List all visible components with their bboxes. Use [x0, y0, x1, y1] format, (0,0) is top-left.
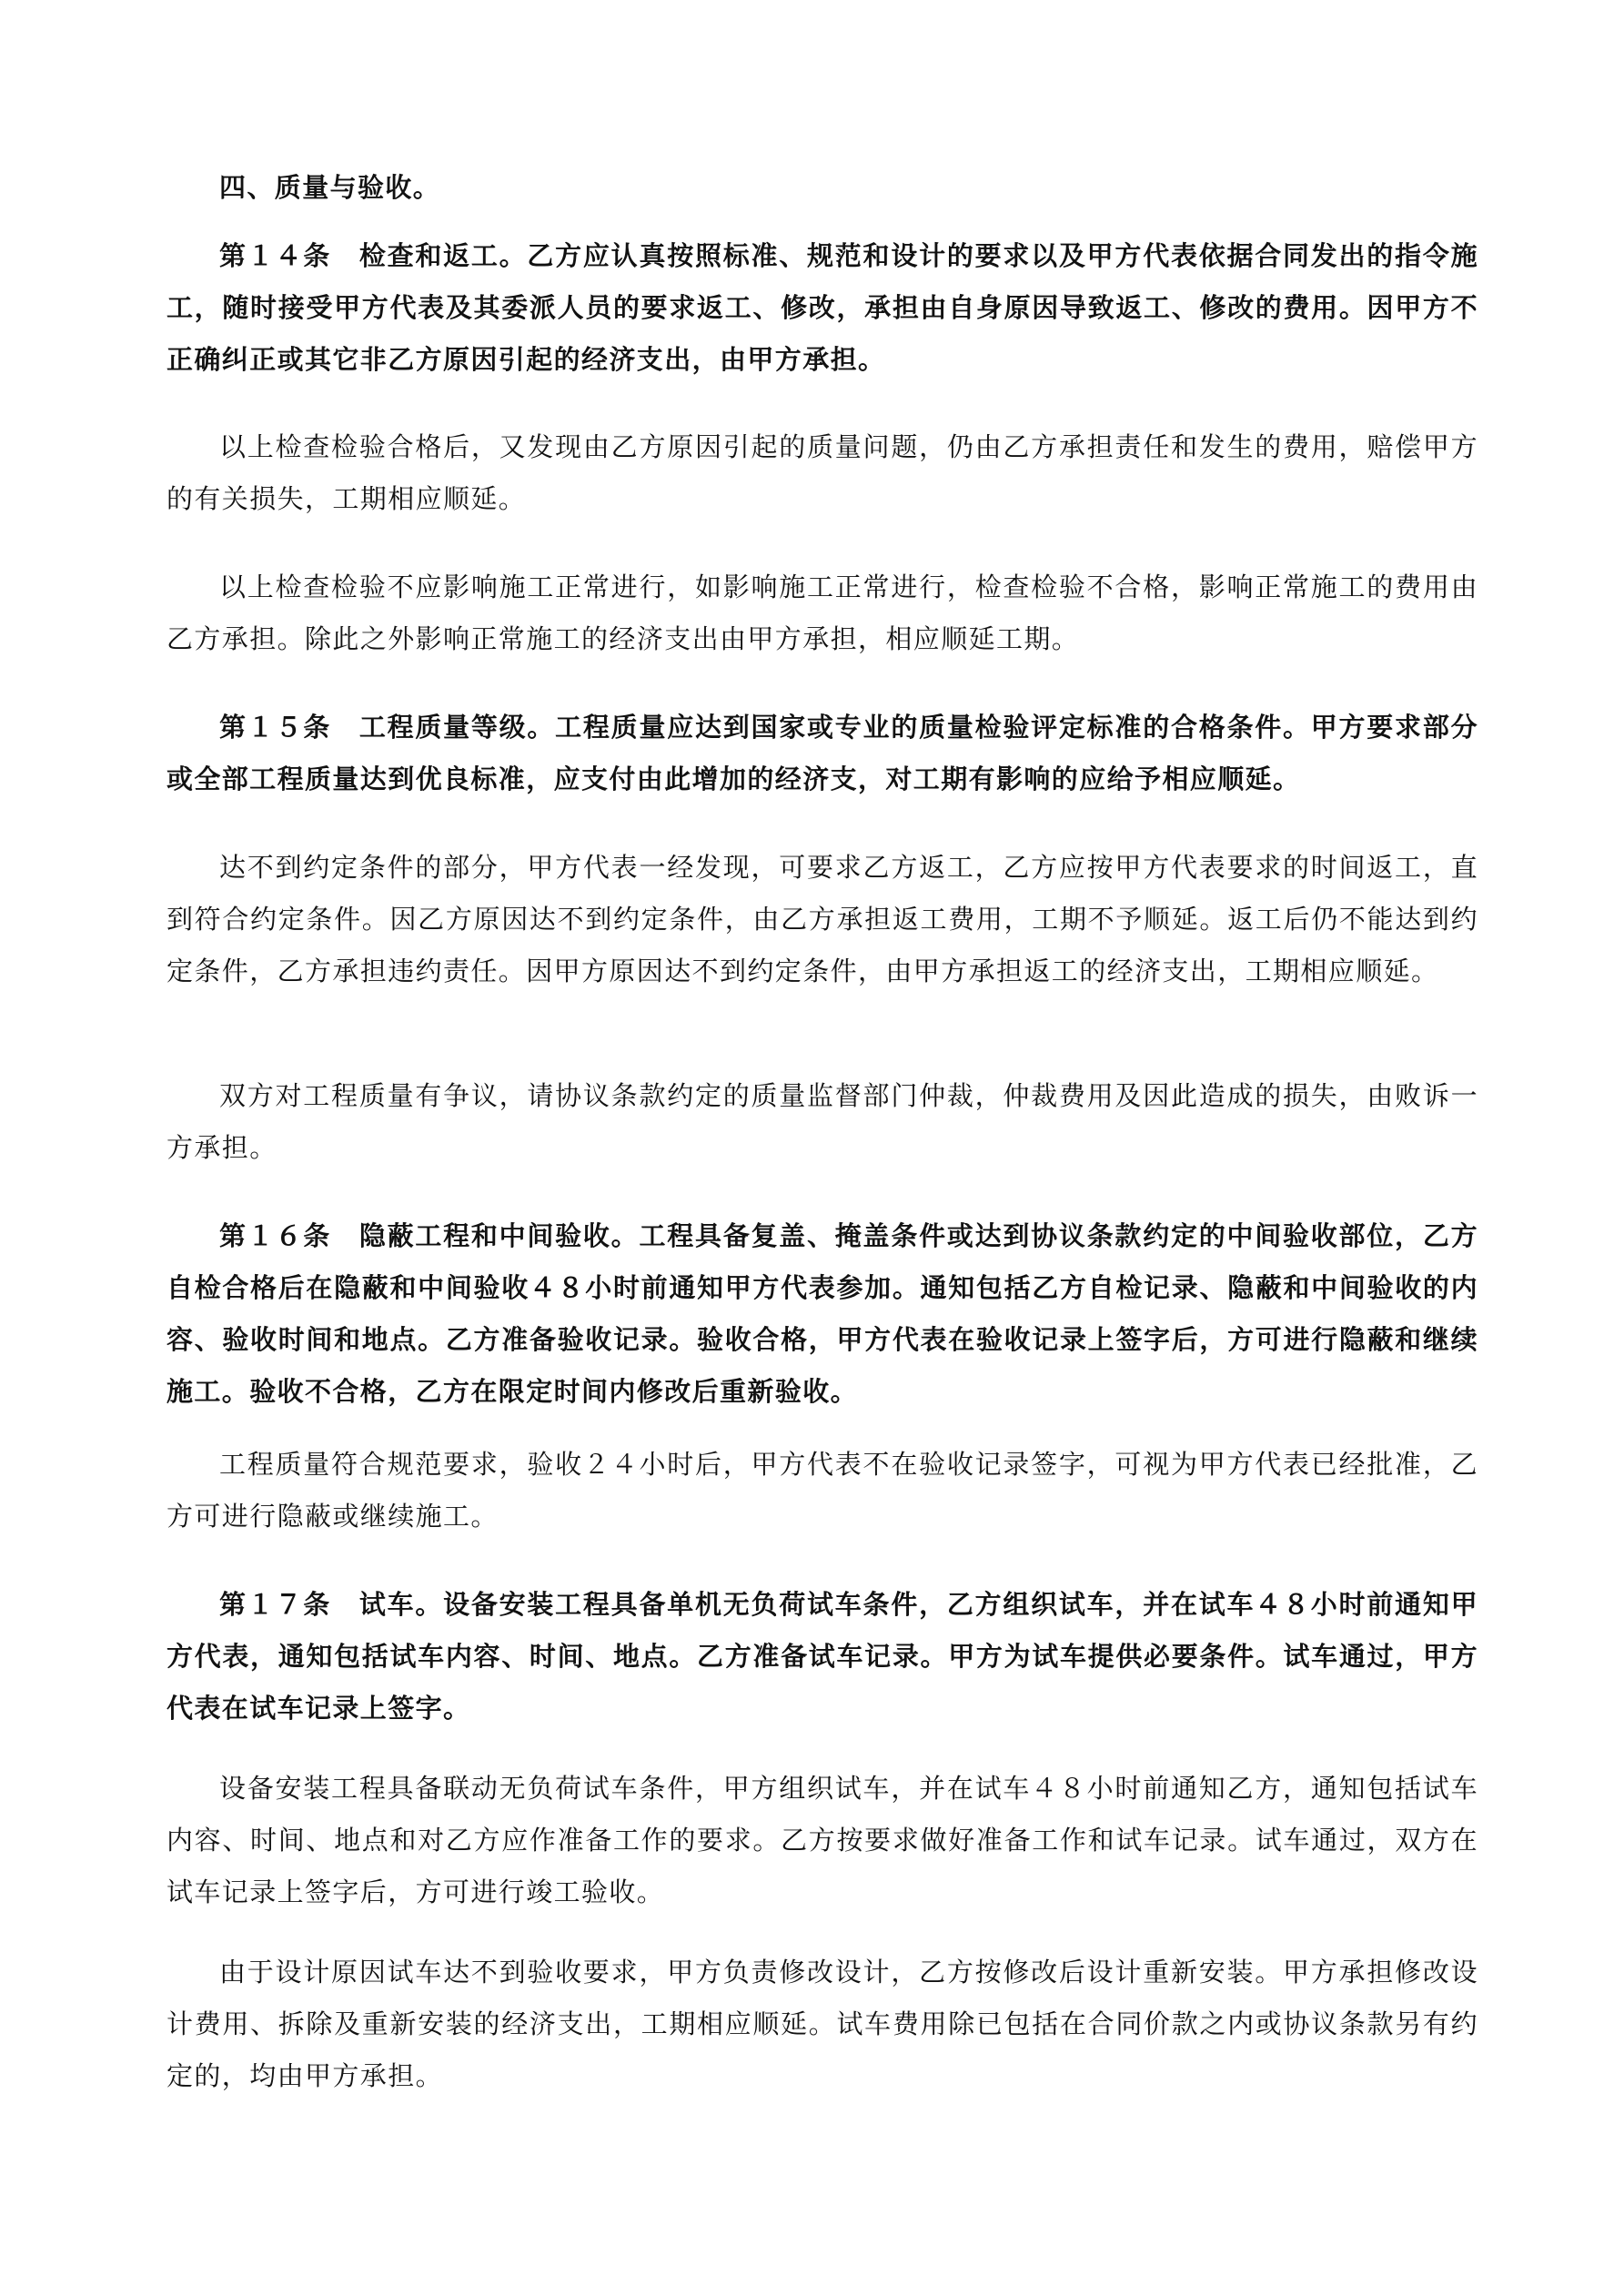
- article-17-paragraph-2: 设备安装工程具备联动无负荷试车条件，甲方组织试车，并在试车４８小时前通知乙方，通知包括试车内容、时间、地点和对乙方应作准备工作的要求。乙方按要求做好准备工作和试车记录。试车通过，双方在试车记录上签字后，方可进行竣工验收。: [166, 1773, 1478, 1907]
- article-14-paragraph-3: 以上检查检验不应影响施工正常进行，如影响施工正常进行，检查检验不合格，影响正常施工的费用由乙方承担。除此之外影响正常施工的经济支出由甲方承担，相应顺延工期。: [166, 571, 1478, 654]
- article-17-paragraph-3: 由于设计原因试车达不到验收要求，甲方负责修改设计，乙方按修改后设计重新安装。甲方承担修改设计费用、拆除及重新安装的经济支出，工期相应顺延。试车费用除已包括在合同价款之内或协议条款另有约定的，均由甲方承担。: [166, 1957, 1478, 2091]
- article-17-paragraph: 第１７条 试车。设备安装工程具备单机无负荷试车条件，乙方组织试车，并在试车４８小时前通知甲方代表，通知包括试车内容、时间、地点。乙方准备试车记录。甲方为试车提供必要条件。试车通过，甲方代表在试车记录上签字。: [166, 1589, 1478, 1724]
- article-14-paragraph-2: 以上检查检验合格后，又发现由乙方原因引起的质量问题，仍由乙方承担责任和发生的费用，赔偿甲方的有关损失，工期相应顺延。: [166, 431, 1478, 514]
- article-15-paragraph-3: 双方对工程质量有争议，请协议条款约定的质量监督部门仲裁，仲裁费用及因此造成的损失，由败诉一方承担。: [166, 1080, 1478, 1163]
- section-heading: 四、质量与验收。: [219, 172, 441, 203]
- article-15-paragraph-2: 达不到约定条件的部分，甲方代表一经发现，可要求乙方返工，乙方应按甲方代表要求的时间返工，直到符合约定条件。因乙方原因达不到约定条件，由乙方承担返工费用，工期不予顺延。返工后仍不能达到约定条件，乙方承担违约责任。因甲方原因达不到约定条件，由甲方承担返工的经济支出，工期相应顺延。: [166, 852, 1478, 986]
- article-16-paragraph: 第１６条 隐蔽工程和中间验收。工程具备复盖、掩盖条件或达到协议条款约定的中间验收部位，乙方自检合格后在隐蔽和中间验收４８小时前通知甲方代表参加。通知包括乙方自检记录、隐蔽和中间验收的内容、验收时间和地点。乙方准备验收记录。验收合格，甲方代表在验收记录上签字后，方可进行隐蔽和继续施工。验收不合格，乙方在限定时间内修改后重新验收。: [166, 1220, 1478, 1407]
- article-15-paragraph: 第１５条 工程质量等级。工程质量应达到国家或专业的质量检验评定标准的合格条件。甲方要求部分或全部工程质量达到优良标准，应支付由此增加的经济支，对工期有影响的应给予相应顺延。: [166, 712, 1478, 794]
- article-16-paragraph-2: 工程质量符合规范要求，验收２４小时后，甲方代表不在验收记录签字，可视为甲方代表已经批准，乙方可进行隐蔽或继续施工。: [166, 1449, 1478, 1532]
- article-14-paragraph: 第１４条 检查和返工。乙方应认真按照标准、规范和设计的要求以及甲方代表依据合同发出的指令施工，随时接受甲方代表及其委派人员的要求返工、修改，承担由自身原因导致返工、修改的费用。因甲方不正确纠正或其它非乙方原因引起的经济支出，由甲方承担。: [166, 240, 1478, 375]
